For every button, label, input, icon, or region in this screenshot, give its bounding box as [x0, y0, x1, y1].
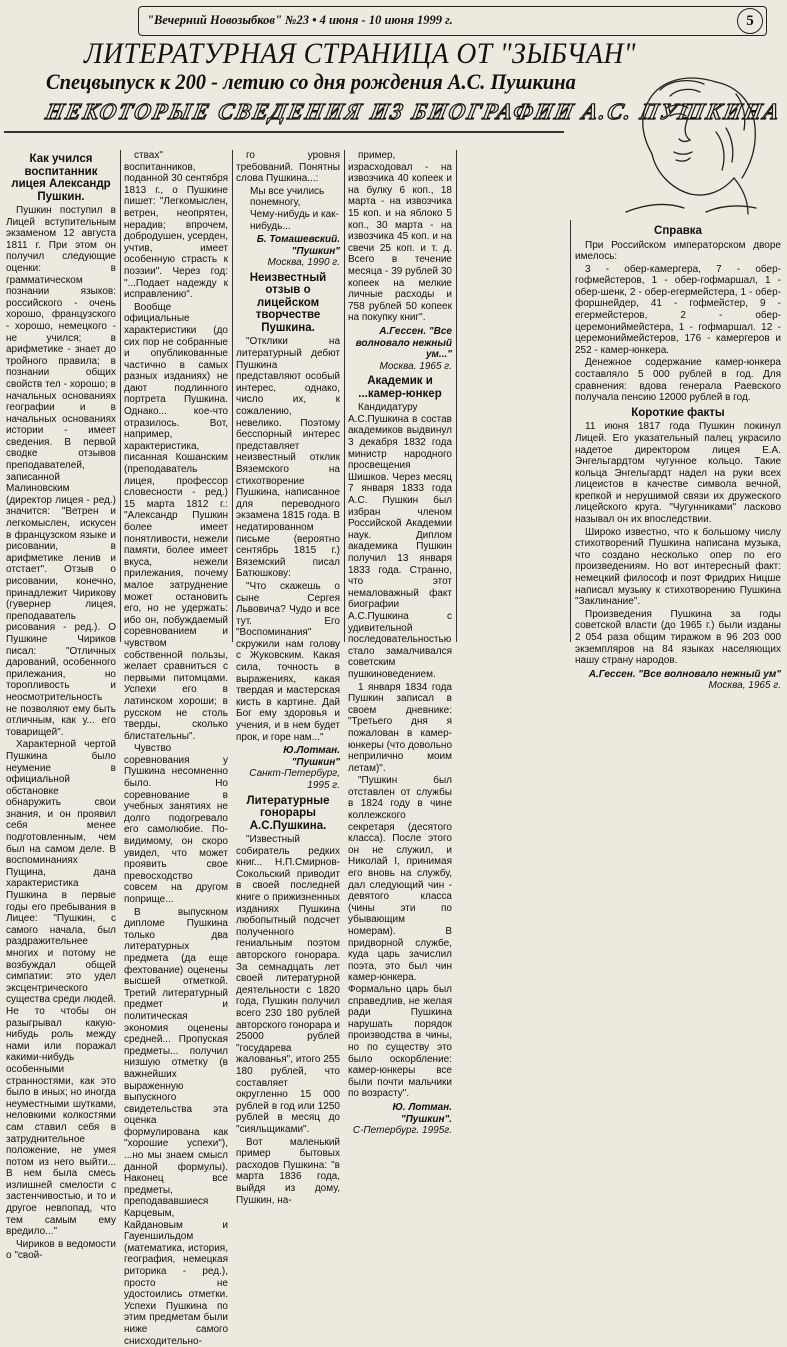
col3-section2-title: Неизвестный отзыв о лицейском творчестве Пушкина.	[249, 271, 327, 334]
col5-paragraph: 11 июня 1817 года Пушкин покинул Лицей. Его указательный палец украсило надетое директором лицея Е.А. Энгельгардтом чугунное кольцо. Такие кольца Энгельгардт надел на руки всех лицеистов в качестве символа вечной, крепкой и нерушимой связи их дружеского лицейского круга. "Чугунниками" ласково называл он их впоследствии.	[575, 421, 781, 526]
col3-signature-2	[236, 745, 340, 791]
col4-section2-title: Академик и ...камер-юнкер	[358, 375, 442, 400]
sig-place: С-Петербург. 1995г.	[352, 1125, 452, 1137]
col4-paragraph: Кандидатуру А.С.Пушкина в состав академиков выдвинул 3 декабря 1832 года министр народного просвещения Шишков. Через месяц 7 января 1833 года А.С. Пушкин был избран членом Российской Академии наук. Диплом академика Пушкин получил 13 января 1833 года. Странно, что этот немаловажный факт биографии А.С.Пушкина с удивительной последовательностью стало замалчивался советским пушкиноведением.	[348, 402, 452, 680]
section-title: НЕКОТОРЫЕ СВЕДЕНИЯ ИЗ БИОГРАФИИ А.С. ПУШКИНА	[43, 99, 784, 124]
sig-name: Ю.Лотман. "Пушкин"	[283, 745, 340, 768]
masthead-text: "Вечерний Новозыбков" №23 • 4 июня - 10 июня 1999 г.	[147, 13, 453, 27]
col4-signature-1	[348, 326, 452, 372]
col5-paragraph: 3 - обер-камергера, 7 - обер-гофмейстеров, 1 - обер-гофмаршал, 1 - обер-шенк, 2 - обер-егермейстера, 1 - обер-форшнейдер, 41 - гофмейстер, 9 - егермейстеров, 2 - обер-церемониймейстера, 1 - гофмаршал. 12 - церемониймейстеров, 176 - камергеров и 252 - камер-юнкера.	[575, 263, 781, 356]
col2-paragraph: ствах" воспитанников, поданной 30 сентября 1813 г., о Пушкине пишет: "Легкомыслен, ветрен, неопрятен, нерадив; впрочем, добродушен, усерден, учтив, имеет особенную страсть к поэзии". Через год: "...Подает надежду к исправлению".	[124, 150, 229, 301]
col3-paragraph: "Что скажешь о сыне Сергея Львовича? Чудо и все тут. Его "Воспоминания" скружили нам голову с Жуковским. Какая сила, точность в выражениях, какая твердая и мастерская кисть в картине. Дай Бог ему здоровья и учения, и в нем будет прок, и горе нам..."	[236, 580, 340, 743]
sig-name: А.Гессен. "Все волновало нежный ум..."	[355, 325, 452, 361]
col1-title: Как учился воспитанник лицея Александр Пушкин.	[11, 153, 111, 203]
col4-paragraph: "Пушкин был отставлен от службы в 1824 году в чине коллежского секретаря (десятого класса). После этого он не служил, и Николай I, принимая его вновь на службу, дал следующий чин - девятого класса (чины эти по убывающим номерам). В придворной службе, куда царь зачислил поэта, это был чин камер-юнкера. Формально царь был справедлив, не желая ради Пушкина нарушать порядок производства в чины, но по существу это было оскорбление: камер-юнкеры все были почти мальчики по возрасту".	[348, 775, 452, 1100]
sig-name: Ю. Лотман. "Пушкин".	[392, 1101, 452, 1125]
col4-signature-2	[348, 1102, 452, 1137]
col3-verse-line: Чему-нибудь и как-нибудь...	[250, 208, 339, 232]
col4-paragraph: пример, израсходовал - на извозчика 40 копеек и на булку 6 коп., 18 марта - на извозчика 15 коп. и на яблоко 5 коп., 30 марта - на извозчика 45 коп. и на свечи 25 коп. и т. д. Всего в течение месяца - 39 рублей 30 копеек на мелкие личные расходы и 758 рублей 50 копеек на покупку книг".	[348, 150, 452, 324]
col1-paragraph: Характерной чертой Пушкина было неумение в официальной обстановке обнаружить свои знания, и он проявил себя менее подготовленным, чем был на самом деле. В воспоминаниях Пущина, дана характеристика Пушкина в первые годы его пребывания в Лицее: "Пушкин, с самого начала, был раздражительнее многих и потому не возбуждал общей симпатии: это удел эксцентрического существа среди людей. Не то чтобы он разыгрывал какую-нибудь роль между нами или поражал какими-нибудь особенными странностями, как это было в иных; но иногда неуместными шутками, неловкими колкостями сам ставил себя в затруднительное положение, не умея потом из него выйти... В нем была смесь излишней смелости с застенчивостью, и то и другое невпопад, что тем самым ему вредило..."	[6, 739, 116, 1238]
col3-verse-line: Мы все учились понемногу,	[250, 185, 325, 209]
col3-verse	[236, 186, 340, 232]
sig-place: Москва, 1990 г.	[267, 257, 340, 269]
col2-paragraph: Вообще официальные характеристики (до сих пор не собранные и опубликованные частично в самых разных изданиях) не дают подлинного портрета Пушкина. Однако... кое-что отразилось. Вот, например, характеристика, писанная Кошанским (преподаватель лицея, профессор словесности - ред.) 15 марта 1812 г.: "Александр Пушкин более имеет понятливости, нежели памяти, более имеет вкуса, нежели прилежания, почему малое затруднение может остановить его, но не удержать: ибо он, побуждаемый соревнованием и чувством собственной пользы, желает сравниться с первыми питомцами. Успехи его в латинском хороши; в русском не столь тверды, сколько блистательны".	[124, 301, 228, 742]
col5-paragraph: Денежное содержание камер-юнкера составляло 5 000 рублей в год. Для сравнения: вдова генерала Раевского получала пенсию 12000 рублей в год.	[575, 357, 781, 404]
sig-place: Санкт-Петербург, 1995 г.	[249, 768, 340, 791]
col3-paragraph: Вот маленький пример бытовых расходов Пушкина: "в марта 1836 года, выйдя из дому, Пушкин, на-	[236, 1136, 340, 1206]
col1-paragraph: Чириков в ведомости о "свой-	[6, 1238, 116, 1262]
col5-section2-title: Короткие факты	[631, 406, 725, 419]
col4-paragraph: 1 января 1834 года Пушкин записал в своем дневнике: "Третьего дня я пожалован в камер-юнкеры (что довольно неприлично моим летам)".	[348, 681, 453, 774]
col3-paragraph: "Известный собиратель редких книг... Н.П.Смирнов-Сокольский приводит в своей последней книге о прижизненных изданиях Пушкина любопытный подсчет полученного гениальным поэтом авторского гонорара. За семнадцать лет своей литературной деятельности с 1820 года, Пушкин получил всего 230 180 рублей авторского гонорара и 25000 рублей "государева жалованья", итого 255 180 рублей, что составляет округленно 15 000 рублей в год или 1250 рублей в месяц до "сияльщиками".	[236, 834, 340, 1135]
page-headline: ЛИТЕРАТУРНАЯ СТРАНИЦА ОТ "ЗЫБЧАН"	[84, 37, 636, 70]
column-4	[348, 150, 453, 1137]
col5-paragraph: Произведения Пушкина за годы советской власти (до 1965 г.) были изданы 2 054 раза общим тиражом в 96 203 000 экземпляров на 84 языках населяющих нашу страну народов.	[575, 608, 781, 667]
col5-paragraph: При Российском императорском дворе имелось:	[575, 239, 781, 263]
col3-signature-1	[236, 234, 340, 269]
sig-name: Б. Томашевский. "Пушкин"	[256, 234, 340, 257]
column-2	[124, 150, 229, 1347]
col3-paragraph: "Отклики на литературный дебют Пушкина представляют особый интерес, однако, число их, к сожалению, невелико. Поэтому бесспорный интерес представляет неизвестный отклик Вяземского на стихотворение Пушкина, написанное для переводного экзамена 1815 года. В недатированном письме (вероятно сентябрь 1815 г.) Вяземский писал Батюшкову:	[236, 336, 340, 580]
sig-place: Москва. 1965 г.	[379, 360, 452, 372]
col1-paragraph: Пушкин поступил в Лицей вступительным экзаменом 12 августа 1811 г. При этом он получил следующие оценки: в грамматическом познании языков: российского - очень хорошо, французского - хорошо, немецкого - не учился; в арифметике - знает до тройного правила; в познании общих свойств тел - хорошо; в начальных основаниях географии и в начальных основаниях истории - имеет сведения. В первой сводке отзывов преподавателей, записанной Малиновским (директор лицея - ред.) значится: "Ветрен и легкомыслен, искусен в французском языке и рисовании, в арифметике ленив и отстает". Отзыв о рисовании, конечно, принадлежит Чирикову (гувернер лицея, преподаватель рисования - ред.). О Пушкине Чириков писал: "Отличных дарований, особенного прилежания, но торопливость и неосмотрительность не позволяют ему быть отличным, как у... его товарищей".	[6, 205, 116, 738]
column-1	[6, 150, 116, 1262]
col3-paragraph: го уровня требований. Понятны слова Пушкина...:	[236, 150, 340, 185]
col2-paragraph: Чувство соревнования у Пушкина несомненно было. Но соревнование в учебных занятиях не долго подогревало его самолюбие. По-видимому, он скоро увидел, что может проявить свое превосходство совсем на другом поприще...	[124, 743, 228, 905]
col2-paragraph: В выпускном дипломе Пушкина только два литературных предмета (да еще фехтование) оценены высшей отметкой. Третий литературный предмет и политическая экономия оценены средней... Пропуская предметы... получил низшую отметку (в важнейших выраженную выпускного свидетельства эта оценка формулирована как "хорошие успехи"), ...но мы знаем смысл данной формулы). Наконец все предметы, преподававшиеся Карцевым, Кайдановым и Гауеншильдом (математика, история, география, немецкая риторика - ред.), просто не удостоились отметки. Успехи Пушкина по этим предметам были ниже самого снисходительно-	[124, 906, 228, 1347]
sig-name: А.Гессен. "Все волновало нежный ум"	[588, 668, 781, 680]
col3-section3-title: Литературные гонорары А.С.Пушкина.	[246, 794, 330, 832]
pushkin-portrait-sketch	[566, 62, 776, 222]
sig-place: Москва, 1965 г.	[708, 680, 781, 692]
col5-section1-title: Справка	[654, 225, 702, 237]
page-number: 5	[737, 8, 763, 34]
col5-signature	[575, 669, 781, 692]
page-subheadline: Спецвыпуск к 200 - летию со дня рождения А.С. Пушкина	[46, 69, 576, 94]
column-5	[575, 222, 781, 692]
col5-paragraph: Широко известно, что к большому числу стихотворений Пушкина написана музыка, что создано несколько опер по его произведениям. Но вот интересный факт: немецкий философ и поэт Фридрих Ницше написал музыку к стихотворению Пушкина "Заклинание".	[575, 526, 781, 608]
masthead-frame	[138, 6, 767, 36]
column-3	[236, 150, 340, 1206]
